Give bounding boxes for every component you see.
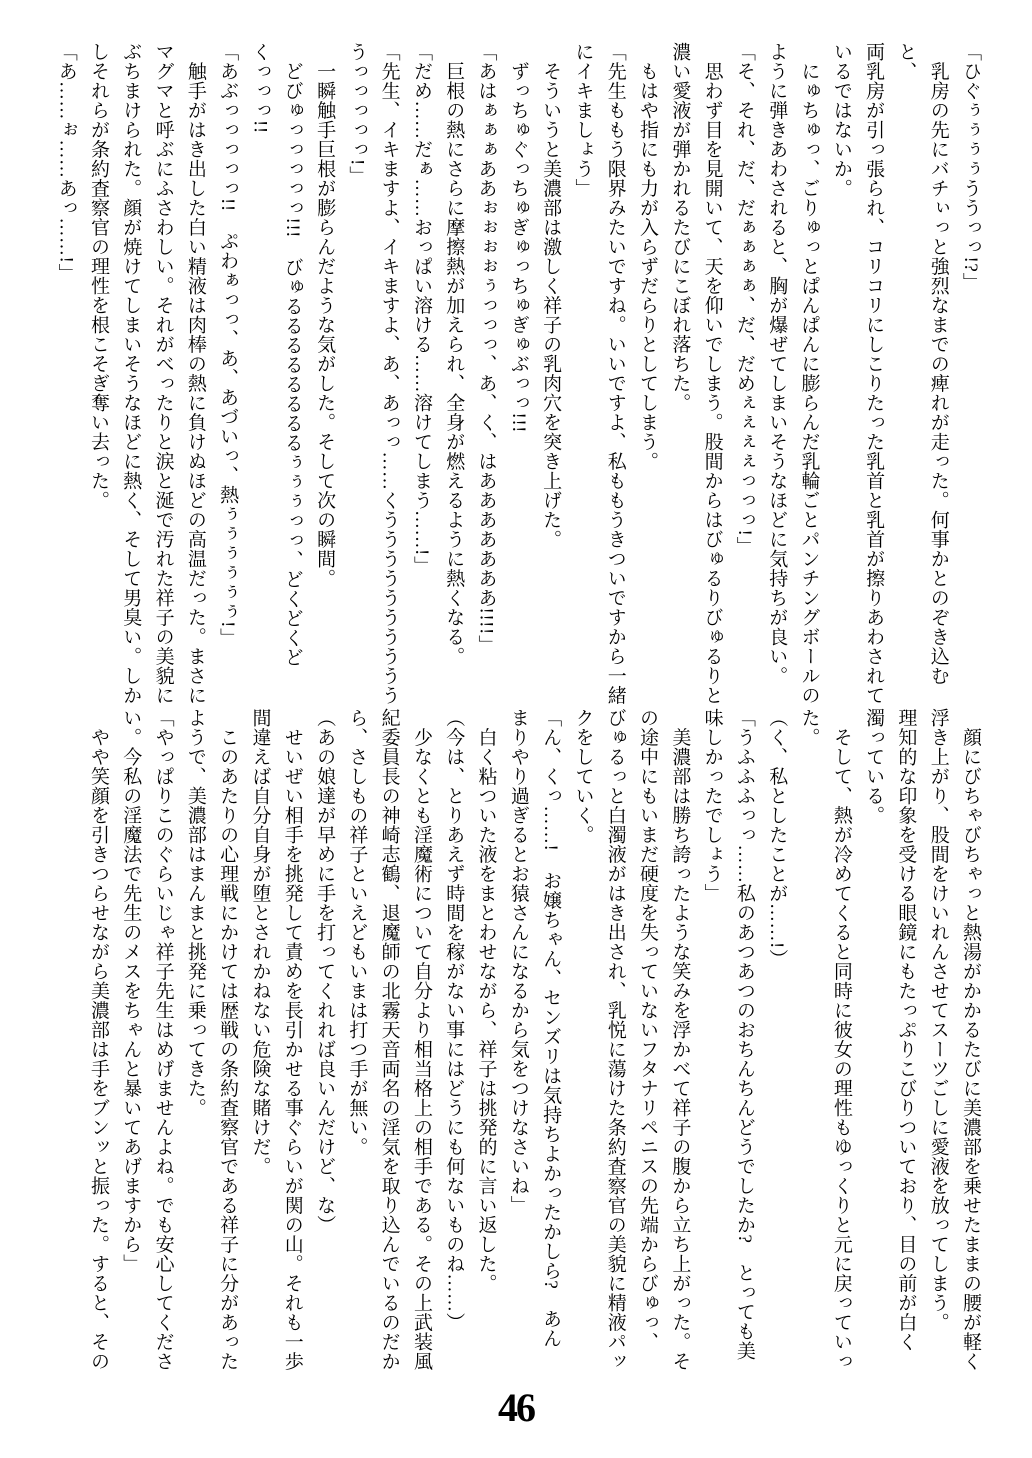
text-block-bottom (82, 708, 986, 1380)
text-line: そういうと美濃部は激しく祥子の乳肉穴を突き上げた。 (540, 42, 562, 549)
page-number: 46 (498, 1385, 534, 1430)
text-line: 理知的な印象を受ける眼鏡にもたっぷりこびりついており、目の前が白く (895, 708, 917, 1352)
text-line: びゅるっと白濁液がはき出され、乳悦に蕩けた条約査察官の美貌に精液パッ (604, 708, 626, 1371)
text-line: ぶちまけられた。顔が焼けてしまいそうなほどに熱く、そして男臭い。しか (120, 42, 142, 705)
text-line: ように弾きあわされると、胸が爆ぜてしまいそうなほどに気持ちが良い。 (766, 42, 788, 686)
text-line: うっっっっっ!」 (346, 42, 368, 186)
text-line: 「あぶっっっっっ!! ぷわぁっっ、あ、あづいっ、熱ぅぅぅぅぅぅ!」 (217, 42, 239, 648)
text-line: 浮き上がり、股間をけいれんさせてスーツごしに愛液を放ってしまう。 (927, 708, 949, 1332)
text-line: にイキましょう」 (572, 42, 594, 198)
text-line: 紀委員長の神崎志鶴、退魔師の北霧天音両名の淫気を取り込んでいるのだか (378, 708, 400, 1371)
text-line: クをしていく。 (572, 708, 594, 845)
text-line: 「ひぐぅぅぅぅううっっ!?」 (960, 42, 981, 292)
text-line: （く、私としたことが……!） (766, 708, 788, 969)
text-line: （あの娘達が早めに手を打ってくれれば良いんだけど、な） (314, 708, 336, 1235)
text-line: 間違えば自分自身が堕とされかねない危険な賭けだ。 (249, 708, 271, 1176)
text-line: いるではないか。 (830, 42, 852, 198)
text-line: 味しかったでしょう」 (701, 708, 723, 903)
text-line: 「やっぱりこのぐらいじゃ祥子先生はめげませんよね。でも安心してくださ (152, 708, 174, 1371)
text-line: ら、さしもの祥子といえどもいまは打つ手が無い。 (346, 708, 368, 1157)
text-line: まりやり過ぎるとお猿さんになるから気をつけなさいね」 (507, 708, 529, 1215)
text-line: 触手がはき出した白い精液は肉棒の熱に負けぬほどの高温だった。まさに (184, 42, 206, 705)
text-line: た。 (798, 708, 820, 747)
text-line: マグマと呼ぶにふさわしい。それがべったりと涙と涎で汚れた祥子の美貌に (152, 42, 174, 705)
text-line: 「うふふふっっ……私のあつあつのおちんちんどうでしたか? とっても美 (733, 708, 755, 1361)
text-line: 思わず目を見開いて、天を仰いでしまう。股間からはびゅるりびゅるりと (701, 42, 723, 705)
text-line: い。今私の淫魔法で先生のメスをちゃんと暴いてあげますから」 (120, 708, 142, 1274)
text-line: （今は、とりあえず時間を稼がない事にはどうにも何ないものね……） (443, 708, 465, 1332)
text-line: 「先生、イキますよ、イキますよ、あ、あっっ……くうううううううううう (378, 42, 400, 705)
text-line: 美濃部は勝ち誇ったような笑みを浮かべて祥子の腹から立ち上がった。そ (669, 708, 691, 1371)
text-line: 少なくとも淫魔術について自分より相当格上の相手である。その上武装風 (410, 708, 432, 1371)
text-line: しそれらが条約査察官の理性を根こそぎ奪い去った。 (87, 42, 109, 510)
text-line: 濃い愛液が弾かれるたびにこぼれ落ちた。 (669, 42, 691, 413)
text-line: そして、熱が冷めてくると同時に彼女の理性もゆっくりと元に戻っていっ (830, 708, 852, 1371)
text-block-top (49, 42, 986, 714)
text-line: 「ん、くっ……! お嬢ちゃん、センズリは気持ちよかったかしら? あん (540, 708, 562, 1348)
text-line: 乳房の先にバチぃっと強烈なまでの痺れが走った。何事かとのぞき込むと、 (895, 42, 949, 686)
text-line: 「先生ももう限界みたいですね。いいですよ、私ももうきついですから一緒 (604, 42, 626, 705)
text-line: 「そ、それ、だ、だぁぁぁぁ、だ、だめぇぇぇぇっっっ!」 (733, 42, 755, 556)
text-line: ずっちゅぐっちゅぎゅっちゅぎゅぶっっ!!! (507, 42, 529, 433)
text-line: 白く粘ついた液をまとわせながら、祥子は挑発的に言い返した。 (475, 708, 497, 1293)
text-line: 「あはぁぁぁああぉぉぉぉぅっっっ、あ、く、はあああああああ!!!!」 (475, 42, 497, 655)
text-line: 巨根の熱にさらに摩擦熱が加えられ、全身が燃えるように熱くなる。 (443, 42, 465, 666)
text-line: 濁っている。 (863, 708, 885, 825)
text-line: 顔にびちゃびちゃっと熱湯がかかるたびに美濃部を乗せたままの腰が軽く (960, 708, 981, 1371)
text-line: にゅちゅっ、ごりゅっとぱんぱんに膨らんだ乳輪ごとパンチングボールの (798, 42, 820, 705)
text-line: の途中にもいまだ硬度を失っていないフタナリペニスの先端からびゅっ、 (637, 708, 659, 1352)
text-line: もはや指にも力が入らずだらりとしてしまう。 (637, 42, 659, 471)
text-line: 「あ……ぉ……あっ……!」 (55, 42, 77, 283)
text-line: 一瞬触手巨根が膨らんだような気がした。そして次の瞬間。 (314, 42, 336, 588)
text-line: 両乳房が引っ張られ、コリコリにしこりたった乳首と乳首が擦りあわされて (863, 42, 885, 705)
text-line: どびゅっっっっっ!!! びゅるるるるるるるるぅぅぅっっ、どくどくど (281, 42, 303, 667)
text-line: やや笑顔を引きつらせながら美濃部は手をブンッと振った。すると、その (87, 708, 109, 1371)
text-line: このあたりの心理戦にかけては歴戦の条約査察官である祥子に分があった (217, 708, 239, 1371)
text-line: せいぜい相手を挑発して責めを長引かせる事ぐらいが関の山。それも一歩 (281, 708, 303, 1371)
text-line: くっっっ!! (249, 42, 271, 134)
text-line: 「だめ……だぁ……おっぱい溶ける……溶けてしまう……!」 (410, 42, 432, 576)
text-line: ようで、美濃部はまんまと挑発に乗ってきた。 (184, 708, 206, 1118)
